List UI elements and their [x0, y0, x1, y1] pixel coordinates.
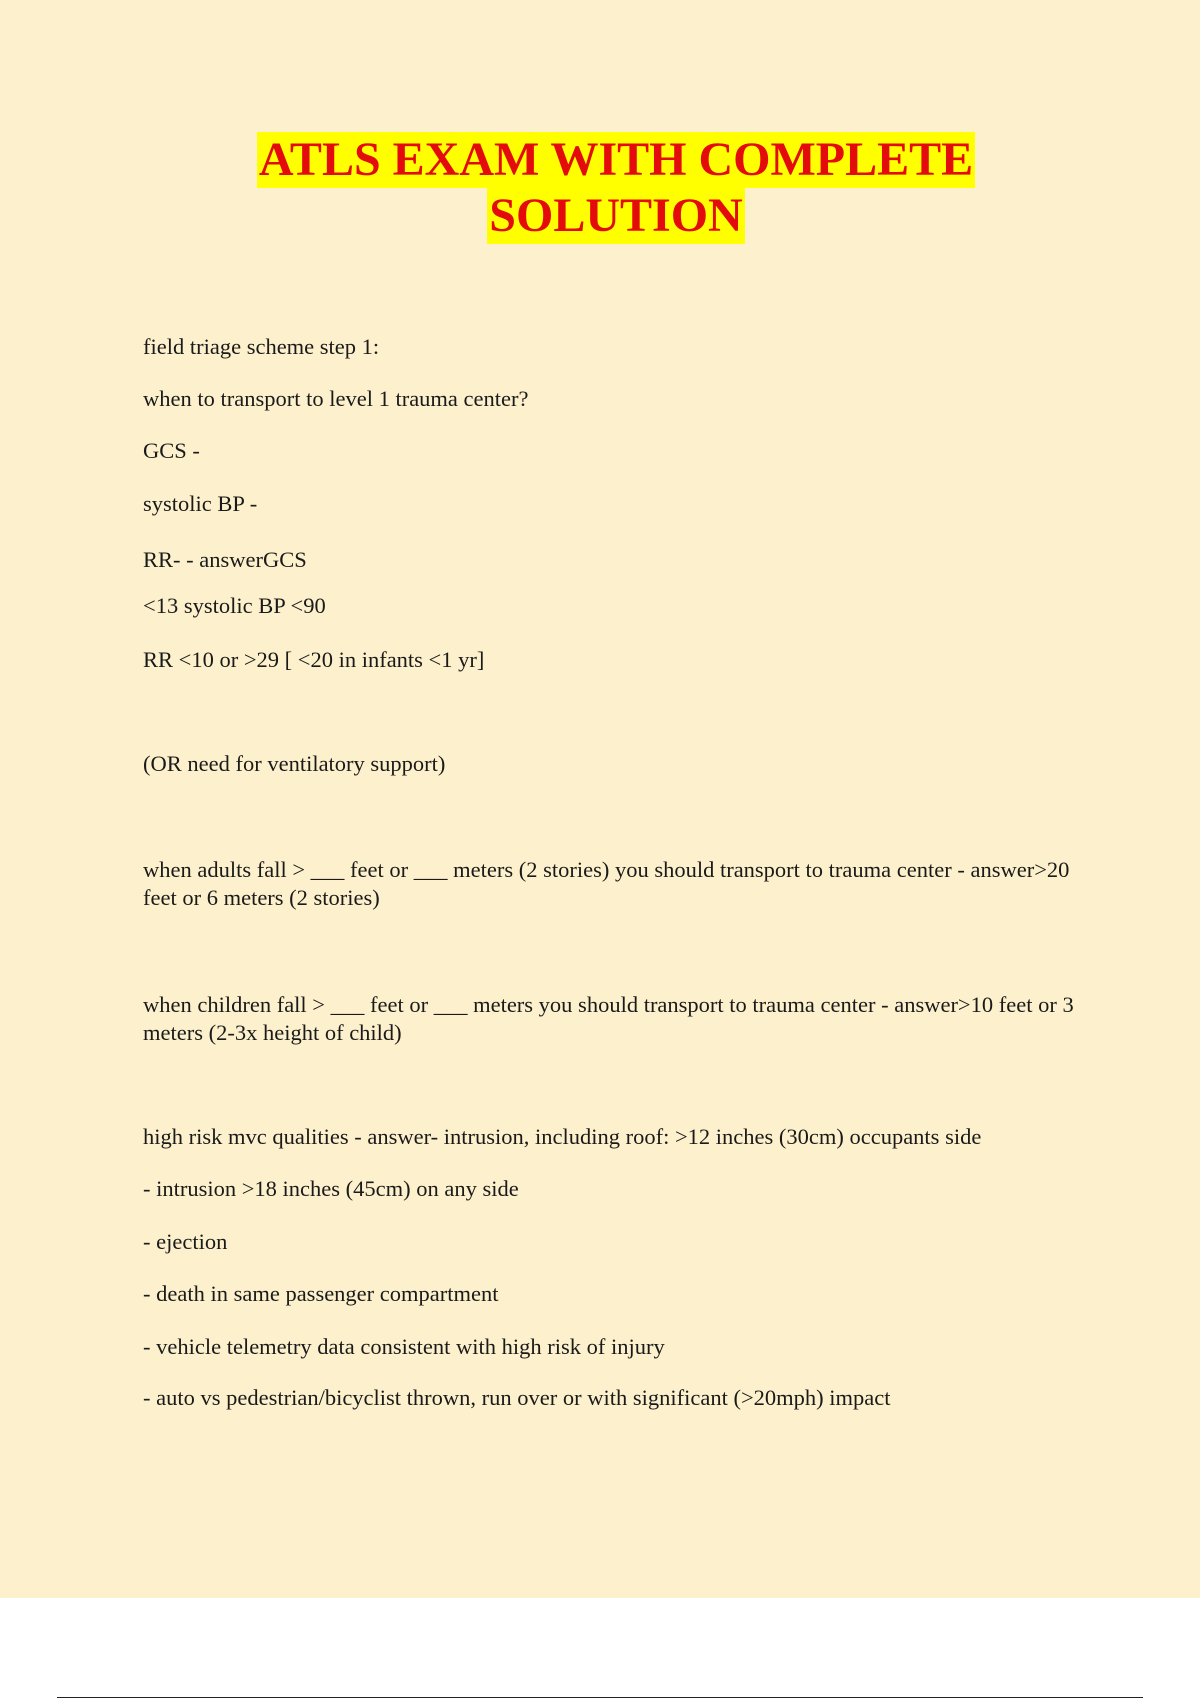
mvc-item-telemetry: - vehicle telemetry data consistent with high risk of injury — [143, 1334, 665, 1359]
mvc-question: high risk mvc qualities - answer- intrusion, including roof: >12 inches (30cm) occupants side — [143, 1124, 982, 1149]
mvc-item-ejection: - ejection — [143, 1229, 228, 1254]
footer-divider — [57, 1697, 1143, 1698]
title-line-2: SOLUTION — [489, 189, 743, 242]
ventilatory-support-note: (OR need for ventilatory support) — [143, 751, 446, 776]
mvc-item-intrusion: - intrusion >18 inches (45cm) on any side — [143, 1176, 519, 1201]
title-line-1: ATLS EXAM WITH COMPLETE — [258, 133, 974, 186]
document-title — [0, 132, 1200, 244]
child-fall-question: when children fall > ___ feet or ___ meters you should transport to trauma center - answer>10 feet or 3 meters (2-3x height of child) — [143, 992, 1074, 1045]
field-triage-question: field triage scheme step 1: — [143, 334, 380, 359]
answer-rr: RR <10 or >29 [ <20 in infants <1 yr] — [143, 647, 485, 672]
answer-gcs-sbp: <13 systolic BP <90 — [143, 593, 326, 618]
transport-question: when to transport to level 1 trauma center? — [143, 386, 529, 411]
rr-question-answer: RR- - answerGCS — [143, 547, 307, 572]
gcs-question: GCS - — [143, 438, 200, 463]
mvc-item-pedestrian: - auto vs pedestrian/bicyclist thrown, run over or with significant (>20mph) impact — [143, 1385, 891, 1410]
adult-fall-question: when adults fall > ___ feet or ___ meters (2 stories) you should transport to trauma center - answer>20 feet or 6 meters (2 stories) — [143, 857, 1070, 910]
mvc-item-death: - death in same passenger compartment — [143, 1281, 499, 1306]
systolic-bp-question: systolic BP - — [143, 491, 258, 516]
